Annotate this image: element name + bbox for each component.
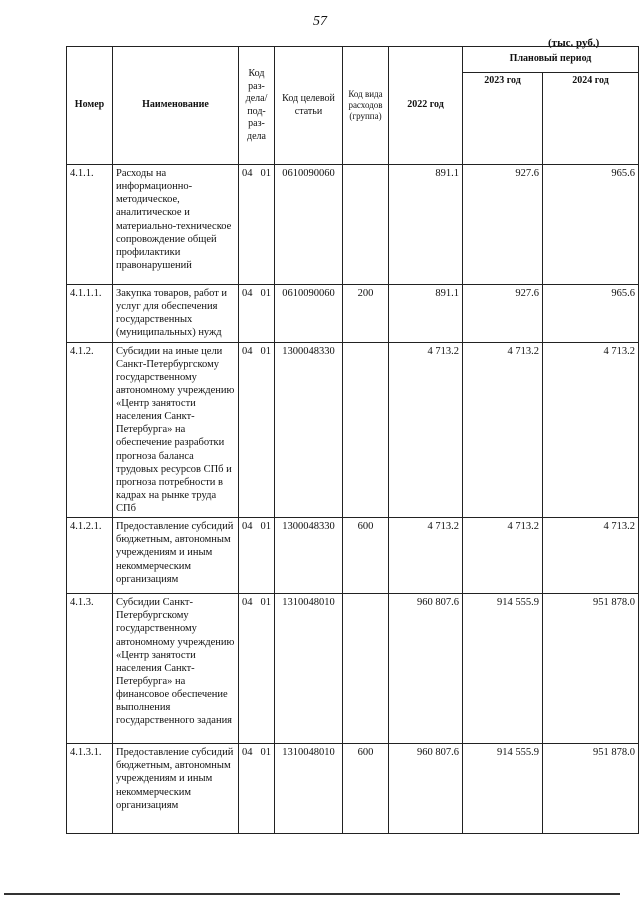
row-number: 4.1.1. — [67, 165, 113, 285]
row-name: Расходы на информационно-методическое, аналитическое и материально-техническое сопровождение общей профилактики правонарушений — [113, 165, 239, 285]
row-name: Предоставление субсидий бюджетным, автономным учреждениям и иным некоммерческим организациям — [113, 518, 239, 594]
row-2023: 927.6 — [463, 165, 543, 285]
page-number: 57 — [313, 14, 327, 29]
row-2024: 951 878.0 — [543, 594, 639, 744]
row-number: 4.1.3. — [67, 594, 113, 744]
row-2023: 927.6 — [463, 285, 543, 343]
row-target: 1300048330 — [275, 342, 343, 518]
row-2024: 965.6 — [543, 285, 639, 343]
table-row — [67, 518, 639, 594]
row-section — [239, 285, 275, 343]
row-2022: 891.1 — [389, 165, 463, 285]
row-section — [239, 342, 275, 518]
row-number: 4.1.3.1. — [67, 744, 113, 834]
units-label: (тыс. руб.) — [548, 37, 600, 49]
row-2022: 960 807.6 — [389, 594, 463, 744]
header-section: Код раз-дела/ под-раз-дела — [239, 47, 275, 165]
row-target: 1310048010 — [275, 744, 343, 834]
row-number: 4.1.2.1. — [67, 518, 113, 594]
header-expense: Код вида расходов (группа) — [343, 47, 389, 165]
row-target: 0610090060 — [275, 165, 343, 285]
row-expense: 200 — [343, 285, 389, 343]
row-expense — [343, 594, 389, 744]
row-section — [239, 165, 275, 285]
row-number: 4.1.2. — [67, 342, 113, 518]
table-row — [67, 594, 639, 744]
row-section — [239, 744, 275, 834]
row-2023: 4 713.2 — [463, 342, 543, 518]
row-2022: 4 713.2 — [389, 518, 463, 594]
row-target: 0610090060 — [275, 285, 343, 343]
subsection-code: 01 — [260, 345, 271, 357]
row-target: 1300048330 — [275, 518, 343, 594]
row-2024: 4 713.2 — [543, 518, 639, 594]
table-row — [67, 744, 639, 834]
row-2023: 914 555.9 — [463, 744, 543, 834]
bottom-rule — [4, 893, 620, 895]
section-code: 04 — [242, 597, 253, 609]
row-2024: 951 878.0 — [543, 744, 639, 834]
subsection-code: 01 — [260, 597, 271, 609]
row-name: Предоставление субсидий бюджетным, автономным учреждениям и иным некоммерческим организациям — [113, 744, 239, 834]
row-expense: 600 — [343, 518, 389, 594]
row-name: Закупка товаров, работ и услуг для обеспечения государственных (муниципальных) нужд — [113, 285, 239, 343]
table-row — [67, 285, 639, 343]
row-2022: 960 807.6 — [389, 744, 463, 834]
subsection-code: 01 — [260, 168, 271, 179]
header-target: Код целевой статьи — [275, 47, 343, 165]
section-code: 04 — [242, 521, 253, 533]
section-code: 04 — [242, 345, 253, 357]
row-number: 4.1.1.1. — [67, 285, 113, 343]
header-name: Наименование — [113, 47, 239, 165]
row-expense: 600 — [343, 744, 389, 834]
subsection-code: 01 — [260, 288, 271, 299]
row-2022: 891.1 — [389, 285, 463, 343]
row-2024: 965.6 — [543, 165, 639, 285]
row-name: Субсидии на иные цели Санкт-Петербургскому государственному автономному учреждению «Центр занятости населения Санкт-Петербурга» на обеспечение разработки прогноза баланса трудовых ресурсов СПб и прогноза потребности в кадрах на рынке труда СПб — [113, 342, 239, 518]
row-2023: 4 713.2 — [463, 518, 543, 594]
row-2024: 4 713.2 — [543, 342, 639, 518]
section-code: 04 — [242, 288, 253, 299]
subsection-code: 01 — [260, 747, 271, 759]
row-2023: 914 555.9 — [463, 594, 543, 744]
table-row — [67, 342, 639, 518]
row-section — [239, 594, 275, 744]
section-code: 04 — [242, 168, 253, 179]
header-2024: 2024 год — [543, 73, 639, 165]
header-number: Номер — [67, 47, 113, 165]
row-name: Субсидии Санкт-Петербургскому государственному автономному учреждению «Центр занятости населения Санкт-Петербурга» на финансовое обеспечение выполнения государственного задания — [113, 594, 239, 744]
header-2022: 2022 год — [389, 47, 463, 165]
row-expense — [343, 165, 389, 285]
row-expense — [343, 342, 389, 518]
row-target: 1310048010 — [275, 594, 343, 744]
header-2023: 2023 год — [463, 73, 543, 165]
budget-table — [66, 46, 639, 834]
table-row — [67, 165, 639, 285]
section-code: 04 — [242, 747, 253, 759]
subsection-code: 01 — [260, 521, 271, 533]
row-2022: 4 713.2 — [389, 342, 463, 518]
header-planned: Плановый период — [463, 47, 639, 73]
row-section — [239, 518, 275, 594]
